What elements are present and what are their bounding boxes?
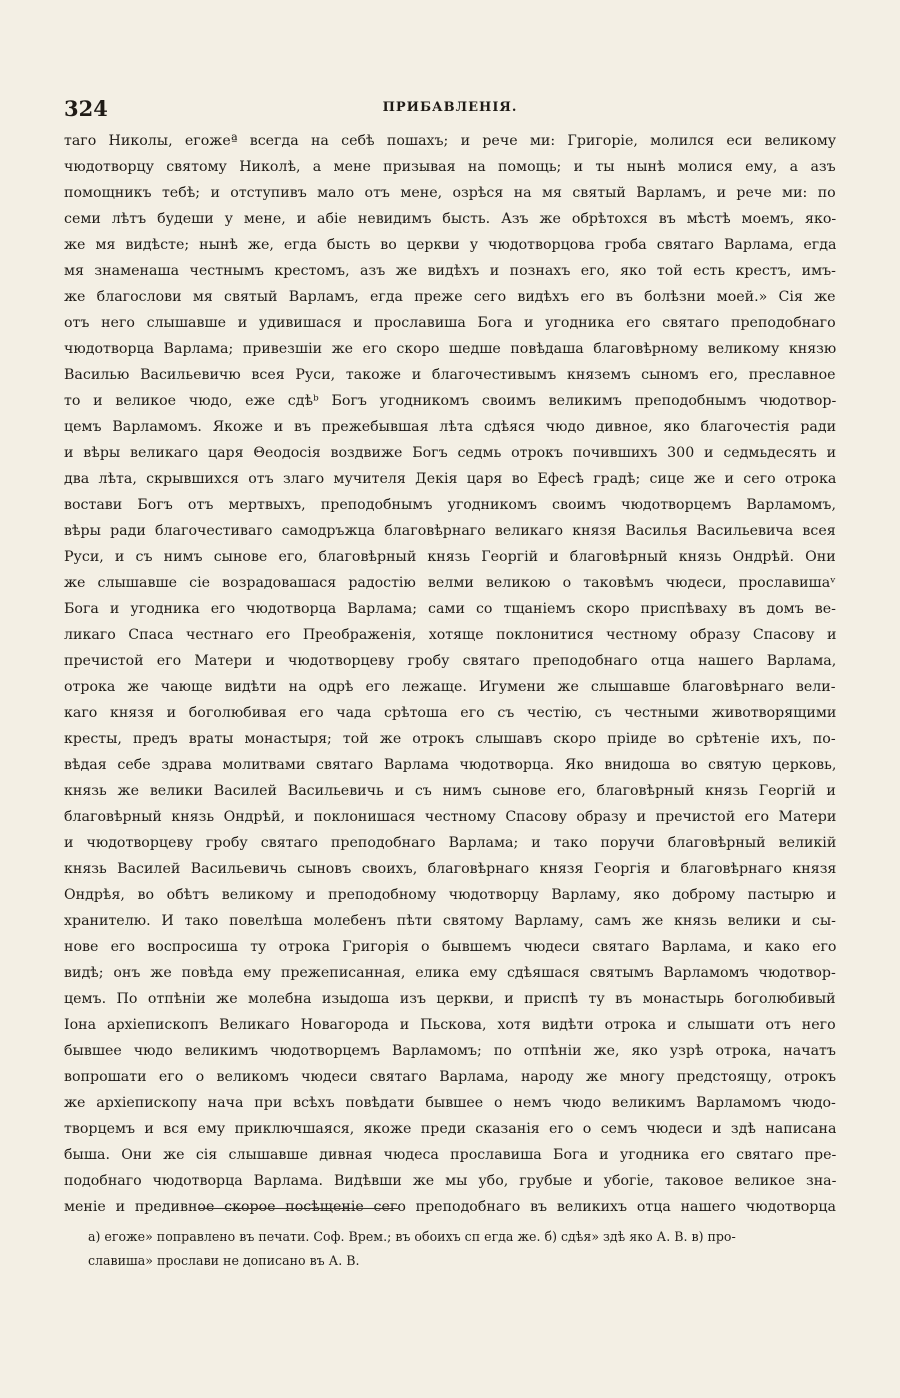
text-line: же архіепископу нача при всѣхъ повѣдати бывшее о немъ чюдо великимъ Варламомъ чюдо- bbox=[64, 1095, 836, 1111]
text-line: благовѣрный князь Ондрѣй, и поклонишася честному Спасову образу и пречистой его Матери bbox=[64, 809, 836, 825]
text-line: Ондрѣя, во обѣтъ великому и преподобному чюдотворцу Варламу, яко доброму пастырю и bbox=[64, 887, 836, 903]
text-line: помощникъ тебѣ; и отступивъ мало отъ мене, озрѣся на мя святый Варламъ, и рече ми: по bbox=[64, 185, 836, 201]
text-line: подобнаго чюдотворца Варлама. Видѣвши же мы убо, грубые и убогіе, таковое великое зна- bbox=[64, 1173, 836, 1189]
footnotes bbox=[88, 1225, 888, 1273]
text-line: и вѣры великаго царя Θеодосія воздвиже Богъ седмь отрокъ почившихъ 300 и седмьдесять и bbox=[64, 445, 836, 461]
text-line: хранителю. И тако повелѣша молебенъ пѣти святому Варламу, самъ же князь велики и сы- bbox=[64, 913, 836, 929]
text-line: то и великое чюдо, еже сдѣᵇ Богъ угодникомъ своимъ великимъ преподобнымъ чюдотвор- bbox=[64, 393, 836, 409]
text-line: видѣ; онъ же повѣда ему прежеписанная, елика ему сдѣяшася святымъ Варламомъ чюдотвор- bbox=[64, 965, 836, 981]
body-text bbox=[64, 128, 892, 1220]
text-line: же мя видѣсте; нынѣ же, егда бысть во церкви у чюдотворцова гроба святаго Варлама, егда bbox=[64, 237, 836, 253]
text-line: ликаго Спаса честнаго его Преображенія, хотяще поклонитися честному образу Спасову и bbox=[64, 627, 836, 643]
footnote-line: а) егоже» поправлено въ печати. Соф. Врем.; въ обоихъ сп егда же. б) сдѣя» здѣ яко А. В. в) про- bbox=[88, 1229, 736, 1244]
running-head: ПРИБАВЛЕНІЯ. bbox=[382, 100, 518, 115]
footnote-line: славиша» прослави не дописано въ А. В. bbox=[88, 1253, 360, 1268]
text-line: семи лѣтъ будеши у мене, и абіе невидимъ бысть. Азъ же обрѣтохся въ мѣстѣ моемъ, яко- bbox=[64, 211, 836, 227]
page-number: 324 bbox=[64, 96, 108, 121]
text-line: творцемъ и вся ему приключшаяся, якоже преди сказанія его о семъ чюдеси и здѣ написана bbox=[64, 1121, 836, 1137]
text-line: же благослови мя святый Варламъ, егда преже сего видѣхъ его въ болѣзни моей.» Сія же bbox=[64, 289, 836, 305]
text-line: князь же велики Василей Васильевичь и съ нимъ сынове его, благовѣрный князь Георгій и bbox=[64, 783, 836, 799]
page-header bbox=[64, 96, 836, 126]
text-line: Василью Васильевичю всея Руси, такоже и благочестивымъ княземъ сыномъ его, преславное bbox=[64, 367, 836, 383]
text-line: же слышавше сіе возрадовашася радостію велми великою о таковѣмъ чюдеси, прославишаᵛ bbox=[64, 575, 836, 591]
text-line: кресты, предъ враты монастыря; той же отрокъ слышавъ скоро пріиде во срѣтеніе ихъ, по- bbox=[64, 731, 836, 747]
text-line: нове его воспросиша ту отрока Григорія о бывшемъ чюдеси святаго Варлама, и како его bbox=[64, 939, 836, 955]
text-line: князь Василей Васильевичь сыновъ своихъ, благовѣрнаго князя Георгія и благовѣрнаго князя bbox=[64, 861, 836, 877]
text-line: и чюдотворцеву гробу святаго преподобнаго Варлама; и тако поручи благовѣрный великій bbox=[64, 835, 836, 851]
text-line: цемъ. По отпѣніи же молебна изыдоша изъ церкви, и приспѣ ту въ монастырь боголюбивый bbox=[64, 991, 836, 1007]
text-line: мя знаменаша честнымъ крестомъ, азъ же видѣхъ и познахъ его, яко той есть крестъ, имъ- bbox=[64, 263, 836, 279]
text-line: таго Николы, егожеª всегда на себѣ пошахъ; и рече ми: Григоріе, молился еси великому bbox=[64, 133, 836, 149]
text-line: Бога и угодника его чюдотворца Варлама; сами со тщаніемъ скоро приспѣваху въ домъ ве- bbox=[64, 601, 836, 617]
text-line: отъ него слышавше и удивишася и прославиша Бога и угодника его святаго преподобнаго bbox=[64, 315, 836, 331]
text-line: отрока же чающе видѣти на одрѣ его лежаще. Игумени же слышавше благовѣрнаго вели- bbox=[64, 679, 836, 695]
text-line: чюдотворца Варлама; привезшіи же его скоро шедше повѣдаша благовѣрному великому князю bbox=[64, 341, 836, 357]
text-line: пречистой его Матери и чюдотворцеву гробу святаго преподобнаго отца нашего Варлама, bbox=[64, 653, 836, 669]
footnote-divider bbox=[198, 1208, 398, 1209]
text-line: вѣры ради благочестиваго самодръжца благовѣрнаго великаго князя Василья Васильевича всея bbox=[64, 523, 836, 539]
text-line: Іона архіепископъ Великаго Новагорода и Пьскова, хотя видѣти отрока и слышати отъ него bbox=[64, 1017, 836, 1033]
text-line: меніе и предивное скорое посѣщеніе сего преподобнаго въ великихъ отца нашего чюдотворца bbox=[64, 1199, 836, 1215]
text-line: Руси, и съ нимъ сынове его, благовѣрный князь Георгій и благовѣрный князь Ондрѣй. Они bbox=[64, 549, 836, 565]
text-line: вопрошати его о великомъ чюдеси святаго Варлама, народу же многу предстоящу, отрокъ bbox=[64, 1069, 836, 1085]
text-line: чюдотворцу святому Николѣ, а мене призывая на помощь; и ты нынѣ молися ему, а азъ bbox=[64, 159, 836, 175]
text-line: вѣдая себе здрава молитвами святаго Варлама чюдотворца. Яко внидоша во святую церковь, bbox=[64, 757, 836, 773]
text-line: бывшее чюдо великимъ чюдотворцемъ Варламомъ; по отпѣніи же, яко узрѣ отрока, начатъ bbox=[64, 1043, 836, 1059]
text-line: востави Богъ отъ мертвыхъ, преподобнымъ угодникомъ своимъ чюдотворцемъ Варламомъ, bbox=[64, 497, 836, 513]
text-line: два лѣта, скрывшихся отъ злаго мучителя Декія царя во Ефесѣ градѣ; сице же и сего отрока bbox=[64, 471, 836, 487]
text-line: быша. Они же сія слышавше дивная чюдеса прославиша Бога и угодника его святаго пре- bbox=[64, 1147, 836, 1163]
text-line: каго князя и боголюбивая его чада срѣтоша его съ честію, съ честными животворящими bbox=[64, 705, 836, 721]
text-line: цемъ Варламомъ. Якоже и въ прежебывшая лѣта сдѣяся чюдо дивное, яко благочестія ради bbox=[64, 419, 836, 435]
